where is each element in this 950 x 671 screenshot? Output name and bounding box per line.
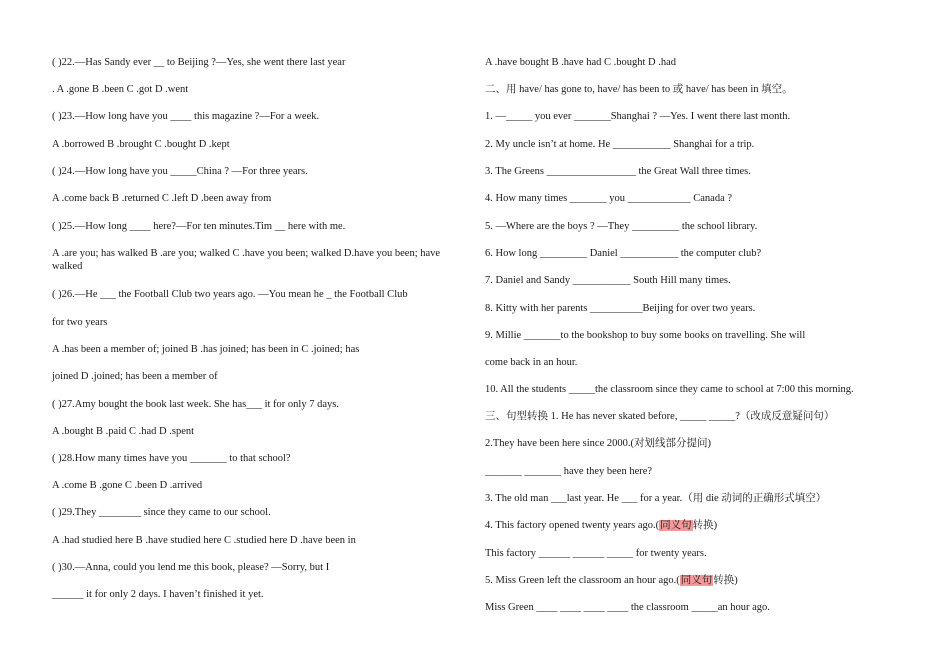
- transform-4: [485, 519, 717, 532]
- fill-10: 10. All the students _____the classroom since they came to school at 7:00 this morning.: [485, 384, 854, 395]
- options-30: A .have bought B .have had C .bought D .had: [485, 57, 677, 68]
- highlight-synonym: 同义句: [660, 520, 692, 531]
- options-28: A .come B .gone C .been D .arrived: [52, 480, 203, 491]
- options-25: A .are you; has walked B .are you; walked C .have you been; walked D.have you been; have walked: [52, 248, 441, 272]
- transform-4-answer: This factory ______ ______ _____ for twenty years.: [485, 548, 707, 559]
- options-22: . A .gone B .been C .got D .went: [52, 84, 189, 95]
- transform-2: 2.They have been here since 2000.(对划线部分提问): [485, 438, 711, 449]
- options-26-cont: joined D .joined; has been a member of: [52, 371, 218, 382]
- fill-9-cont: come back in an hour.: [485, 357, 578, 368]
- fill-6: 6. How long _________ Daniel ___________ the computer club?: [485, 248, 762, 259]
- question-24: ( )24.—How long have you _____China ? —For three years.: [52, 166, 308, 177]
- question-23: ( )23.—How long have you ____ this magazine ?—For a week.: [52, 111, 320, 122]
- fill-3: 3. The Greens _________________ the Great Wall three times.: [485, 166, 751, 177]
- transform-5-text: 5. Miss Green left the classroom an hour ago.(: [485, 575, 680, 586]
- section-2-heading: 二、用 have/ has gone to, have/ has been to 或 have/ has been in 填空。: [485, 84, 793, 95]
- options-29: A .had studied here B .have studied here C .studied here D .have been in: [52, 535, 356, 546]
- transform-5-suffix: 转换): [713, 575, 738, 586]
- fill-5: 5. —Where are the boys ? —They _________ the school library.: [485, 221, 758, 232]
- transform-5-answer: Miss Green ____ ____ ____ ____ the classroom _____an hour ago.: [485, 602, 770, 613]
- question-26-cont: for two years: [52, 317, 108, 328]
- options-23: A .borrowed B .brought C .bought D .kept: [52, 139, 230, 150]
- question-22: ( )22.—Has Sandy ever __ to Beijing ?—Yes, she went there last year: [52, 57, 346, 68]
- fill-7: 7. Daniel and Sandy ___________ South Hill many times.: [485, 275, 731, 286]
- transform-2-answer: _______ _______ have they been here?: [485, 466, 653, 477]
- question-27: ( )27.Amy bought the book last week. She has___ it for only 7 days.: [52, 399, 339, 410]
- question-28: ( )28.How many times have you _______ to that school?: [52, 453, 291, 464]
- question-25: ( )25.—How long ____ here?—For ten minutes.Tim __ here with me.: [52, 221, 346, 232]
- transform-4-text: 4. This factory opened twenty years ago.(: [485, 520, 660, 531]
- options-24: A .come back B .returned C .left D .been away from: [52, 193, 272, 204]
- transform-3: 3. The old man ___last year. He ___ for a year.（用 die 动词的正确形式填空）: [485, 493, 827, 504]
- question-30-cont: ______ it for only 2 days. I haven’t finished it yet.: [52, 589, 264, 600]
- fill-8: 8. Kitty with her parents __________Beijing for over two years.: [485, 303, 756, 314]
- question-30: ( )30.—Anna, could you lend me this book, please? —Sorry, but I: [52, 562, 330, 573]
- options-27: A .bought B .paid C .had D .spent: [52, 426, 195, 437]
- fill-4: 4. How many times _______ you ____________ Canada ?: [485, 193, 733, 204]
- transform-5: [485, 574, 738, 587]
- options-26: A .has been a member of; joined B .has joined; has been in C .joined; has: [52, 344, 360, 355]
- question-26: ( )26.—He ___ the Football Club two years ago. —You mean he _ the Football Club: [52, 289, 408, 300]
- fill-1: 1. —_____ you ever _______Shanghai ? —Yes. I went there last month.: [485, 111, 791, 122]
- section-3-heading: 三、句型转换 1. He has never skated before, _____ _____?（改成反意疑问句）: [485, 411, 835, 422]
- fill-2: 2. My uncle isn’t at home. He ___________ Shanghai for a trip.: [485, 139, 755, 150]
- highlight-synonym: 同义句: [680, 575, 713, 586]
- transform-4-suffix: 转换): [692, 520, 718, 531]
- question-29: ( )29.They ________ since they came to our school.: [52, 507, 271, 518]
- fill-9: 9. Millie _______to the bookshop to buy some books on travelling. She will: [485, 330, 806, 341]
